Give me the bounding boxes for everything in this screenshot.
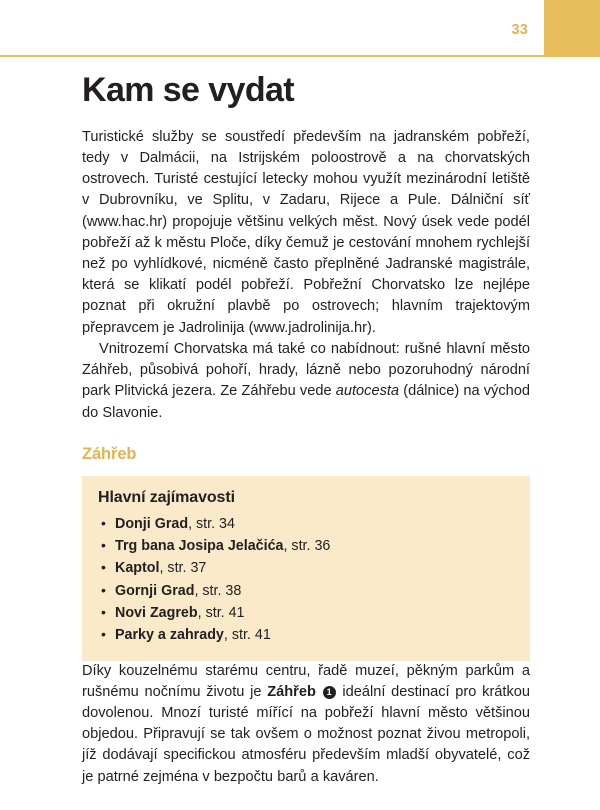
poi-name: Trg bana Josipa Jelačića	[115, 538, 284, 555]
paragraph-inland	[82, 339, 530, 424]
poi-name: Kaptol	[115, 560, 160, 577]
header-accent-tab	[544, 0, 600, 55]
bullet-icon: •	[101, 626, 106, 643]
highlights-box-heading: Hlavní zajímavosti	[98, 488, 235, 506]
section-subheading: Záhřeb	[82, 444, 137, 463]
poi-page-ref: , str. 34	[188, 515, 235, 532]
bullet-icon: •	[101, 537, 106, 554]
page-title: Kam se vydat	[82, 71, 295, 109]
paragraph-inland-part1: Vnitrozemí Chorvatska má také co nabídnout: rušné hlavní město Záhřeb, působivá pohoří, hrady, lázně nebo pozoruhodný národní park Plitvická jezera. Ze Záhřebu vede	[82, 340, 530, 400]
highlights-box	[82, 476, 530, 661]
poi-name: Gornji Grad	[115, 582, 195, 599]
list-item[interactable]	[98, 602, 514, 624]
paragraph-inland-part2: (dálnice) na východ do Slavonie.	[82, 383, 530, 421]
page-number: 33	[511, 22, 528, 38]
highlights-list	[98, 513, 514, 647]
map-marker-1-icon: 1	[323, 686, 336, 699]
poi-page-ref: , str. 37	[159, 560, 207, 577]
poi-page-ref: , str. 36	[283, 538, 331, 555]
term-autocesta: autocesta	[335, 383, 400, 400]
list-item[interactable]	[98, 624, 514, 646]
list-item[interactable]	[98, 535, 514, 557]
poi-name: Donji Grad	[115, 515, 189, 532]
paragraph-zagreb	[82, 661, 530, 788]
page-header	[0, 0, 600, 56]
list-item[interactable]	[98, 513, 514, 535]
paragraph-zagreb-part1: Díky kouzelnému starému centru, řadě muzeí, pěkným parkům a rušnému nočnímu životu je	[82, 662, 530, 700]
bullet-icon: •	[101, 559, 106, 576]
bullet-icon: •	[101, 514, 106, 531]
poi-page-ref: , str. 38	[194, 582, 242, 599]
list-item[interactable]	[98, 580, 514, 602]
bullet-icon: •	[101, 581, 106, 598]
paragraph-intro: Turistické služby se soustředí především na jadranském pobřeží, tedy v Dalmácii, na Istrijském poloostrově a na chorvatských ostrovech. Turisté cestující letecky mohou využít mezinárodní letiště v Dubrovníku, ve Splitu, v Zadaru, Rijece a Pule. Dálniční síť (www.hac.hr) propojuje většinu velkých měst. Nový úsek vede podél pobřeží až k městu Ploče, díky čemuž je cestování mnohem rychlejší než po vyhlídkové, nicméně často přeplněné Jadranské magistrále, která se klikatí podél pobřeží. Pobřežní Chorvatsko lze nejlépe poznat při okružní plavbě po ostrovech; hlavním trajektovým přepravcem je Jadrolinija (www.jadrolinija.hr).	[82, 128, 530, 336]
poi-name: Parky a zahrady	[115, 627, 224, 644]
poi-name: Novi Zagreb	[115, 604, 198, 621]
paragraph-zagreb-part2: ideální destinací pro krátkou dovolenou. Mnozí turisté mířící na pobřeží hlavní město většinou objedou. Připravují se tak ovšem o možnost poznat živou metropoli, jíž dodávají specifickou atmosféru především mladší obyvatelé, což je patrné zejména v bezpočtu barů a kaváren.	[82, 683, 530, 785]
poi-page-ref: , str. 41	[197, 604, 245, 621]
place-name-zagreb: Záhřeb	[267, 683, 316, 700]
poi-page-ref: , str. 41	[223, 627, 271, 644]
list-item[interactable]	[98, 557, 514, 579]
page-content	[82, 56, 530, 788]
bullet-icon: •	[101, 603, 106, 620]
